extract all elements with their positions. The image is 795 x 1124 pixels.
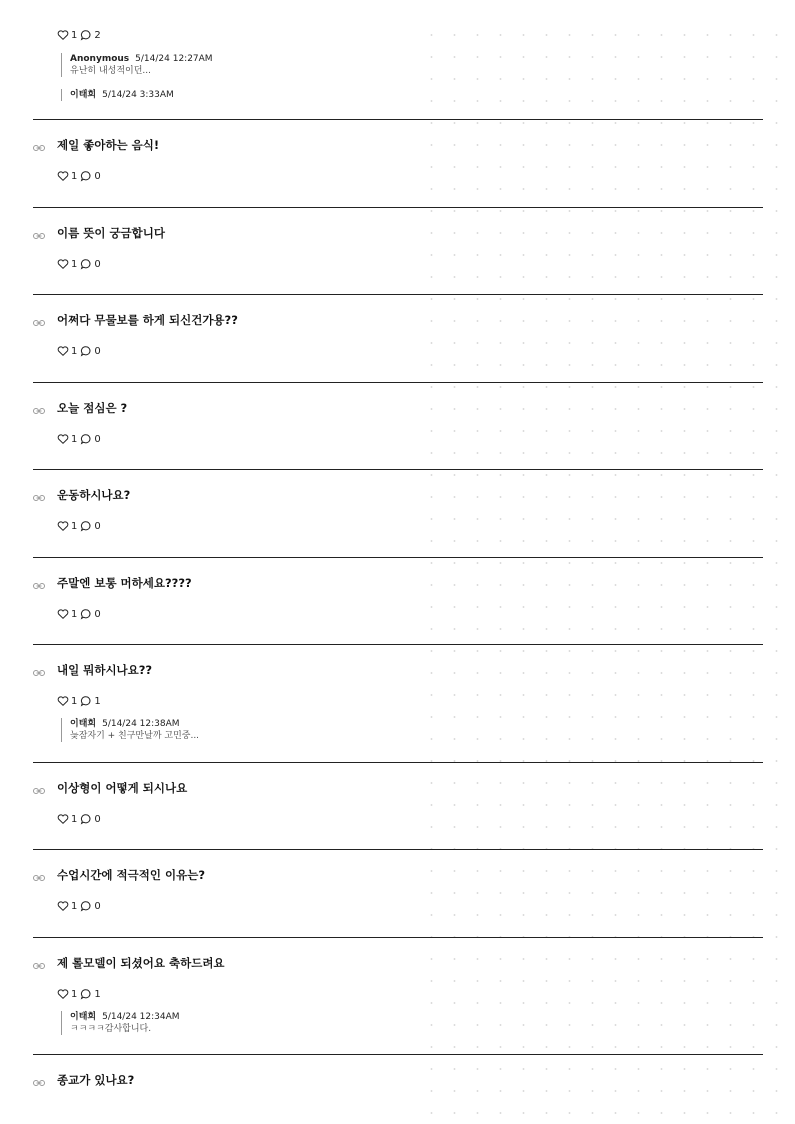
- comment-count: 2: [94, 29, 101, 41]
- speech-bubble-icon[interactable]: [80, 345, 92, 357]
- link-icon[interactable]: [33, 488, 45, 498]
- speech-bubble-icon[interactable]: [80, 520, 92, 532]
- post-divider: [33, 644, 763, 645]
- speech-bubble-icon[interactable]: [80, 813, 92, 825]
- comment-count: 0: [94, 258, 101, 270]
- post-title[interactable]: 어쩌다 무물보를 하게 되신건가용??: [57, 313, 238, 327]
- post-meta: [57, 899, 104, 913]
- post-meta: [57, 519, 104, 533]
- post-title[interactable]: 오늘 점심은 ?: [57, 401, 128, 415]
- post-meta: [57, 812, 104, 826]
- heart-icon[interactable]: [57, 258, 69, 270]
- like-count: 1: [71, 900, 78, 912]
- reply-time: 5/14/24 12:27AM: [135, 54, 213, 64]
- heart-icon[interactable]: [57, 695, 69, 707]
- post-title[interactable]: 운동하시나요?: [57, 488, 131, 502]
- reply-body: 늦잠자기 + 친구만날까 고민중...: [70, 731, 200, 741]
- reply-author: 이태희: [70, 1012, 97, 1022]
- post-title[interactable]: 종교가 있나요?: [57, 1073, 135, 1087]
- post-divider: [33, 207, 763, 208]
- comment-count: 1: [94, 988, 101, 1000]
- comment-count: 0: [94, 520, 101, 532]
- reply: [61, 53, 370, 77]
- heart-icon[interactable]: [57, 345, 69, 357]
- heart-icon[interactable]: [57, 988, 69, 1000]
- speech-bubble-icon[interactable]: [80, 900, 92, 912]
- post-title[interactable]: 이상형이 어떻게 되시나요: [57, 781, 188, 795]
- post-title[interactable]: 주말엔 보통 머하세요????: [57, 576, 192, 590]
- speech-bubble-icon[interactable]: [80, 170, 92, 182]
- comment-count: 0: [94, 900, 101, 912]
- comment-count: 1: [94, 695, 101, 707]
- like-count: 1: [71, 29, 78, 41]
- speech-bubble-icon[interactable]: [80, 695, 92, 707]
- heart-icon[interactable]: [57, 520, 69, 532]
- post-title[interactable]: 이름 뜻이 궁금합니다: [57, 226, 165, 240]
- post-meta: [57, 257, 104, 271]
- heart-icon[interactable]: [57, 813, 69, 825]
- dot-grid-background: [420, 24, 780, 1114]
- heart-icon[interactable]: [57, 608, 69, 620]
- link-icon[interactable]: [33, 663, 45, 673]
- link-icon[interactable]: [33, 1073, 45, 1083]
- speech-bubble-icon[interactable]: [80, 433, 92, 445]
- reply-author: 이태희: [70, 90, 97, 100]
- reply-time: 5/14/24 12:38AM: [102, 719, 180, 729]
- reply-author: Anonymous: [70, 54, 130, 64]
- like-count: 1: [71, 258, 78, 270]
- post-meta: [57, 432, 104, 446]
- post-divider: [33, 849, 763, 850]
- link-icon[interactable]: [33, 138, 45, 148]
- post-meta: [57, 169, 104, 183]
- heart-icon[interactable]: [57, 900, 69, 912]
- reply: [61, 1011, 370, 1035]
- post-meta: [57, 987, 104, 1001]
- post-title[interactable]: 수업시간에 적극적인 이유는?: [57, 868, 205, 882]
- link-icon[interactable]: [33, 226, 45, 236]
- heart-icon[interactable]: [57, 29, 69, 41]
- post-title[interactable]: 제 롤모델이 되셨어요 축하드려요: [57, 956, 225, 970]
- like-count: 1: [71, 170, 78, 182]
- comment-count: 0: [94, 433, 101, 445]
- comment-count: 0: [94, 813, 101, 825]
- link-icon[interactable]: [33, 868, 45, 878]
- post-divider: [33, 557, 763, 558]
- link-icon[interactable]: [33, 313, 45, 323]
- like-count: 1: [71, 988, 78, 1000]
- reply: [61, 718, 370, 742]
- reply-time: 5/14/24 3:33AM: [102, 90, 174, 100]
- like-count: 1: [71, 433, 78, 445]
- speech-bubble-icon[interactable]: [80, 258, 92, 270]
- post-divider: [33, 1054, 763, 1055]
- reply-body: ㅋㅋㅋㅋ감사합니다.: [70, 1024, 152, 1034]
- post-meta: [57, 344, 104, 358]
- like-count: 1: [71, 345, 78, 357]
- link-icon[interactable]: [33, 576, 45, 586]
- comment-count: 0: [94, 345, 101, 357]
- reply-author: 이태희: [70, 719, 97, 729]
- reply: [61, 89, 370, 101]
- link-icon[interactable]: [33, 956, 45, 966]
- post-divider: [33, 469, 763, 470]
- like-count: 1: [71, 813, 78, 825]
- speech-bubble-icon[interactable]: [80, 608, 92, 620]
- post-divider: [33, 294, 763, 295]
- post-meta: [57, 607, 104, 621]
- like-count: 1: [71, 608, 78, 620]
- post-title[interactable]: 내일 뭐하시나요??: [57, 663, 153, 677]
- top-post-meta: [57, 28, 104, 42]
- post-divider: [33, 382, 763, 383]
- post-divider: [33, 762, 763, 763]
- post-divider: [33, 119, 763, 120]
- speech-bubble-icon[interactable]: [80, 29, 92, 41]
- post-divider: [33, 937, 763, 938]
- heart-icon[interactable]: [57, 433, 69, 445]
- comment-count: 0: [94, 170, 101, 182]
- post-meta: [57, 694, 104, 708]
- like-count: 1: [71, 695, 78, 707]
- like-count: 1: [71, 520, 78, 532]
- link-icon[interactable]: [33, 401, 45, 411]
- heart-icon[interactable]: [57, 170, 69, 182]
- post-title[interactable]: 제일 좋아하는 음식!: [57, 138, 160, 152]
- reply-body: 유난히 내성적이던...: [70, 66, 151, 76]
- speech-bubble-icon[interactable]: [80, 988, 92, 1000]
- link-icon[interactable]: [33, 781, 45, 791]
- comment-count: 0: [94, 608, 101, 620]
- reply-time: 5/14/24 12:34AM: [102, 1012, 180, 1022]
